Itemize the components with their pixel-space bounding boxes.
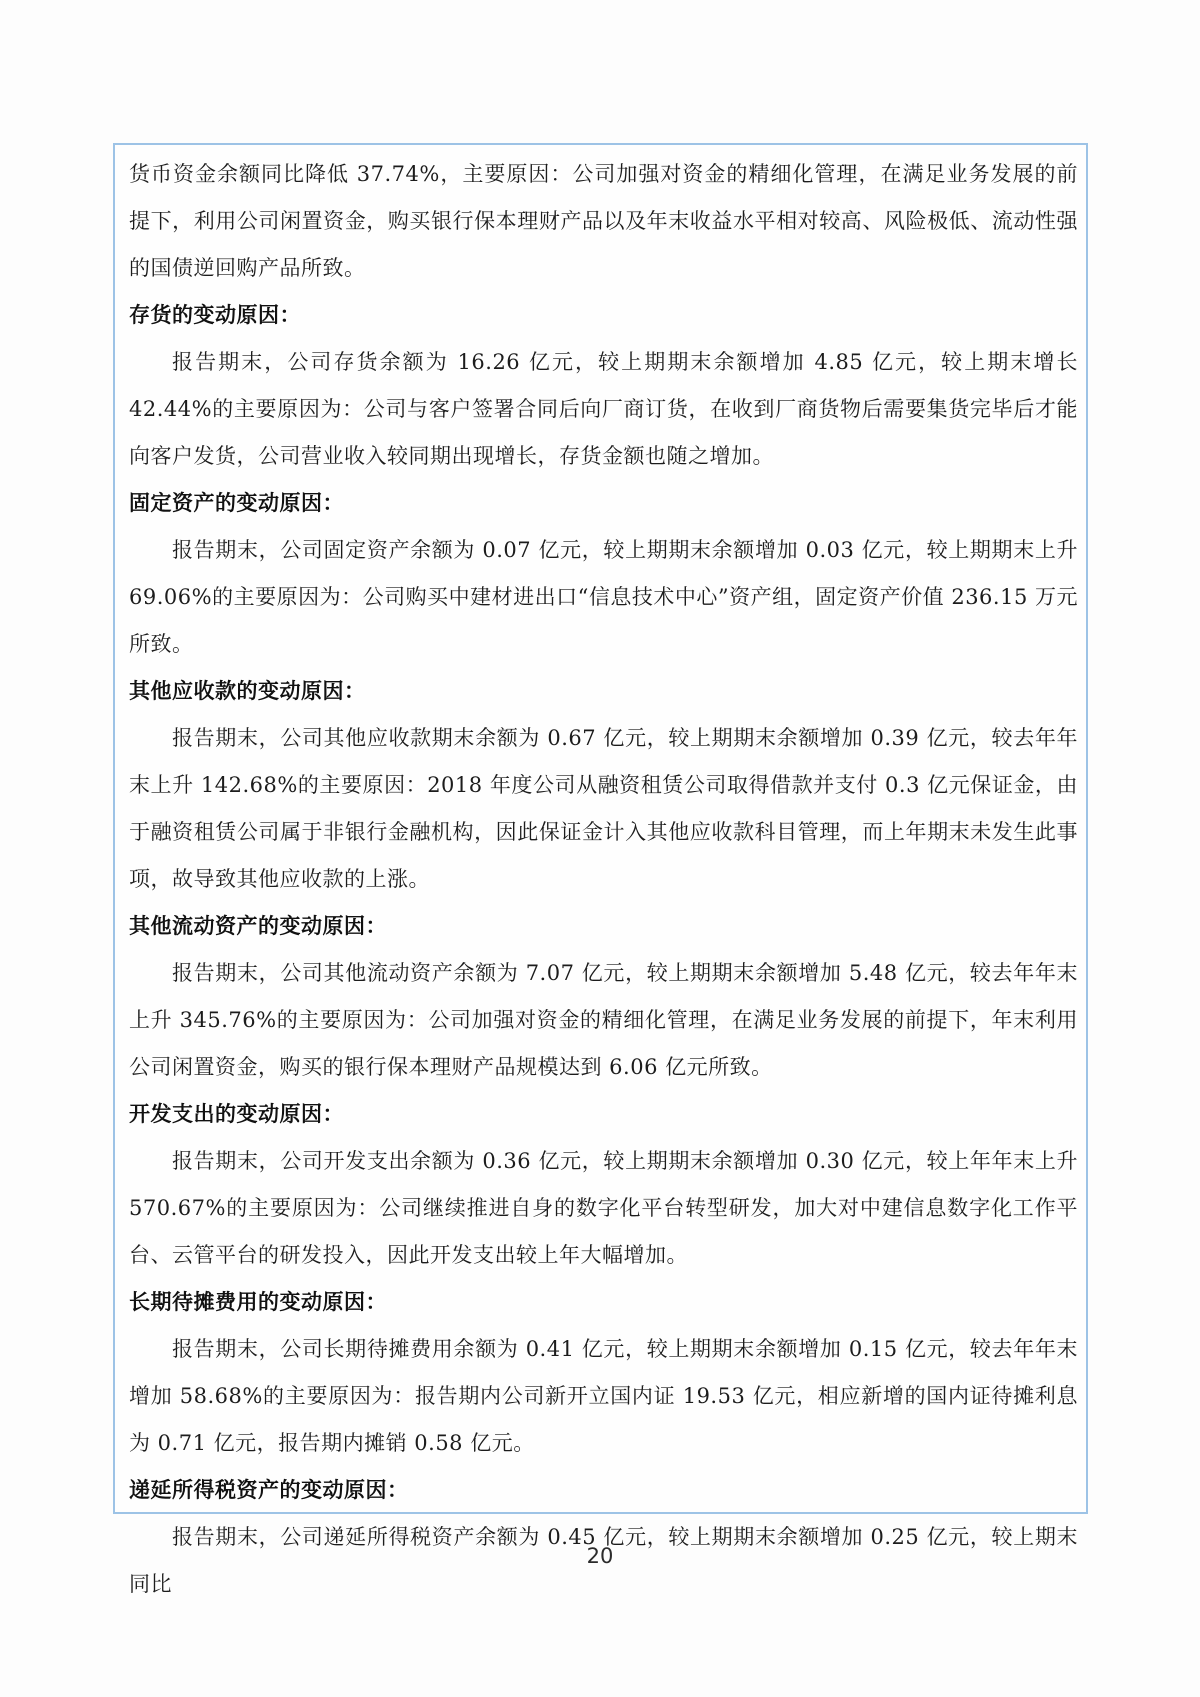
body-paragraph: 报告期末，公司存货余额为 16.26 亿元，较上期期末余额增加 4.85 亿元，较上期末增长 42.44%的主要原因为：公司与客户签署合同后向厂商订货，在收到厂商货物后需要集货完毕后才能向客户发货，公司营业收入较同期出现增长，存货金额也随之增加。 bbox=[129, 350, 1078, 468]
body-paragraph: 报告期末，公司长期待摊费用余额为 0.41 亿元，较上期期末余额增加 0.15 亿元，较去年年末增加 58.68%的主要原因为：报告期内公司新开立国内证 19.53 亿元，相应新增的国内证待摊利息为 0.71 亿元，报告期内摊销 0.58 亿元。 bbox=[129, 1337, 1078, 1455]
body-paragraph: 报告期末，公司递延所得税资产余额为 0.45 亿元，较上期期末余额增加 0.25 亿元，较上期末同比 bbox=[129, 1525, 1078, 1596]
body-paragraph: 货币资金余额同比降低 37.74%，主要原因：公司加强对资金的精细化管理，在满足业务发展的前提下，利用公司闲置资金，购买银行保本理财产品以及年末收益水平相对较高、风险极低、流动性强的国债逆回购产品所致。 bbox=[129, 162, 1078, 280]
body-paragraph: 报告期末，公司固定资产余额为 0.07 亿元，较上期期末余额增加 0.03 亿元，较上期期末上升 69.06%的主要原因为：公司购买中建材进出口“信息技术中心”资产组，固定资产价值 236.15 万元所致。 bbox=[129, 538, 1078, 656]
content-box bbox=[113, 143, 1088, 1596]
section-heading: 存货的变动原因： bbox=[129, 303, 301, 327]
section-heading: 其他应收款的变动原因： bbox=[129, 679, 366, 703]
body-paragraph: 报告期末，公司其他应收款期末余额为 0.67 亿元，较上期期末余额增加 0.39 亿元，较去年年末上升 142.68%的主要原因：2018 年度公司从融资租赁公司取得借款并支付 0.3 亿元保证金，由于融资租赁公司属于非银行金融机构，因此保证金计入其他应收款科目管理，而上年期末未发生此事项，故导致其他应收款的上涨。 bbox=[129, 726, 1078, 891]
page-number: 20 bbox=[586, 1544, 614, 1568]
section-heading: 其他流动资产的变动原因： bbox=[129, 914, 387, 938]
body-paragraph: 报告期末，公司其他流动资产余额为 7.07 亿元，较上期期末余额增加 5.48 亿元，较去年年末上升 345.76%的主要原因为：公司加强对资金的精细化管理，在满足业务发展的前提下，年末利用公司闲置资金，购买的银行保本理财产品规模达到 6.06 亿元所致。 bbox=[129, 961, 1078, 1079]
section-heading: 长期待摊费用的变动原因： bbox=[129, 1290, 387, 1314]
section-heading: 固定资产的变动原因： bbox=[129, 491, 344, 515]
section-heading: 递延所得税资产的变动原因： bbox=[129, 1478, 409, 1502]
body-paragraph: 报告期末，公司开发支出余额为 0.36 亿元，较上期期末余额增加 0.30 亿元，较上年年末上升 570.67%的主要原因为：公司继续推进自身的数字化平台转型研发，加大对中建信息数字化工作平台、云管平台的研发投入，因此开发支出较上年大幅增加。 bbox=[129, 1149, 1078, 1267]
section-heading: 开发支出的变动原因： bbox=[129, 1102, 344, 1126]
